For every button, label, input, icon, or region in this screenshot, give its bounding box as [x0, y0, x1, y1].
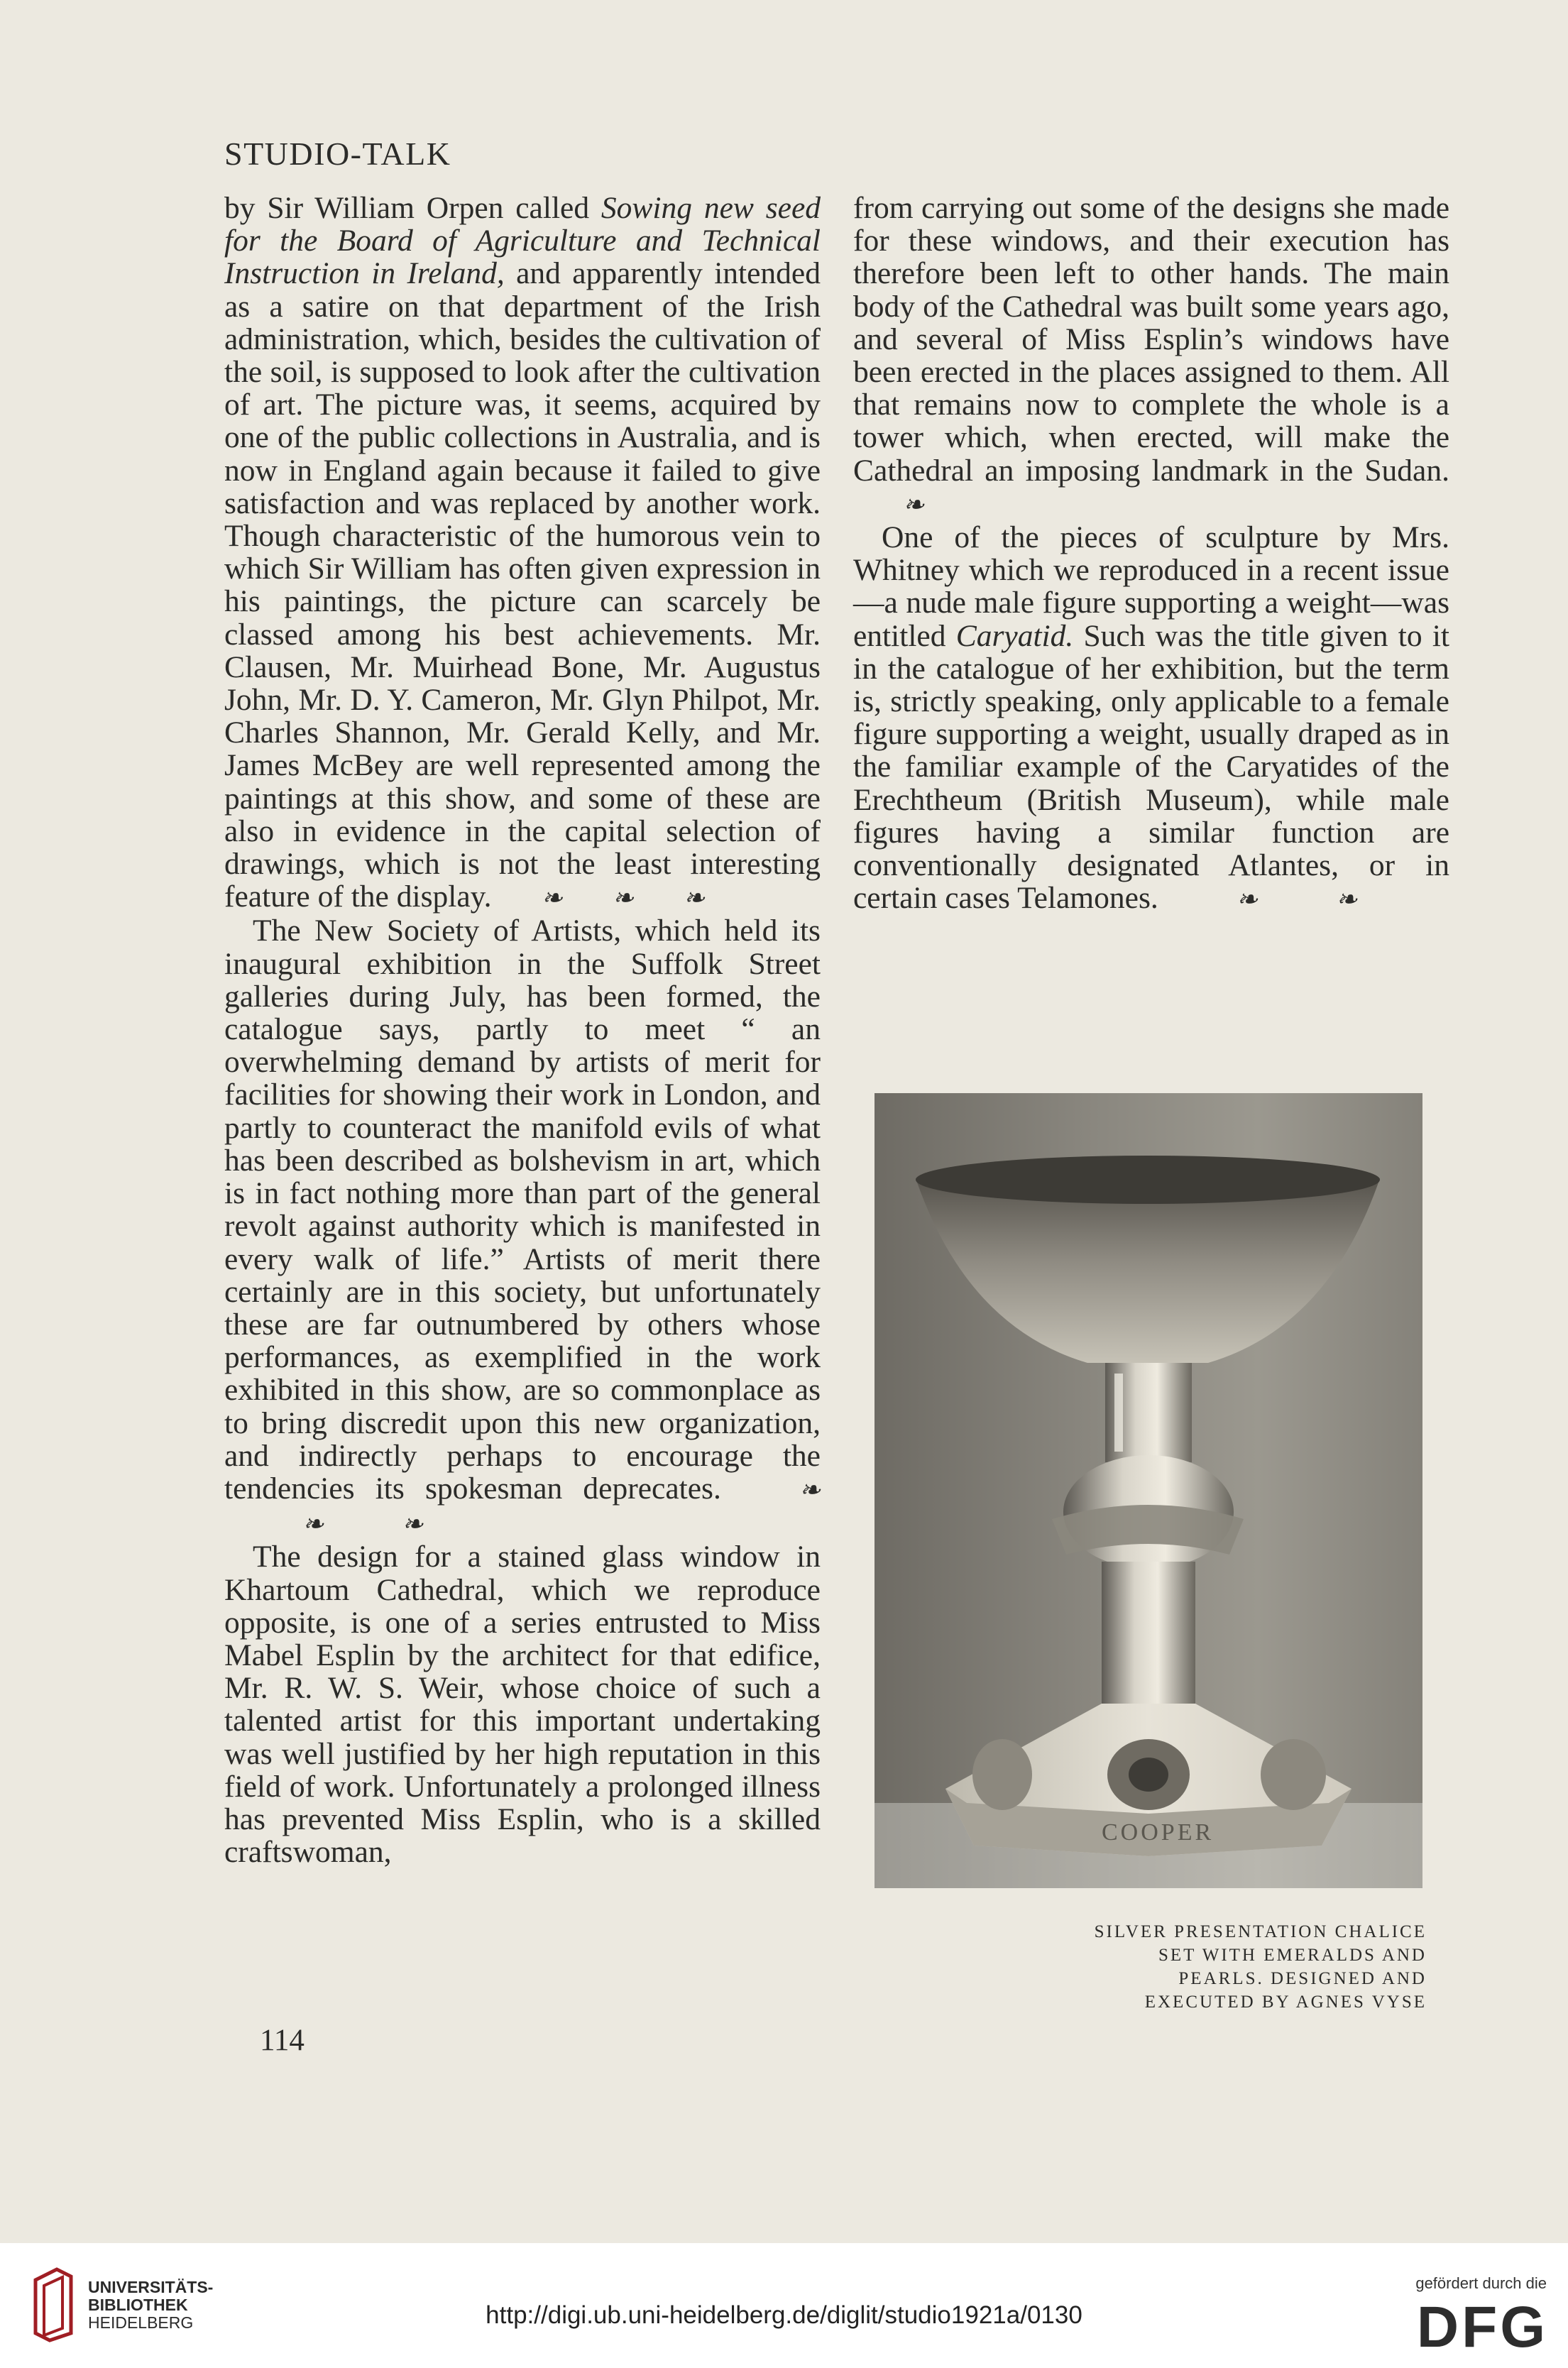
- library-name-line: HEIDELBERG: [88, 2313, 194, 2332]
- funding-note: gefördert durch die: [1415, 2274, 1547, 2292]
- paragraph-caryatid: One of the pieces of sculpture by Mrs. Whitney which we reproduced in a recent issue—a nude male figure supporting a weight—was entitled Caryatid. Such was the title given to it in the catalogue of her exhibition, but the term is, strictly speaking, only applicable to a female figure supporting a weight, usually draped as in the familiar example of the Caryatides of the Erechtheum (British Museum), while male figures having a similar function are conventionally designated Atlantes, or in certain cases Telamones. ❧ ❧: [853, 520, 1449, 916]
- leaf-ornament-icon: ❧: [402, 1510, 424, 1539]
- chalice-photograph: [875, 1093, 1422, 1888]
- caption-line: SET WITH EMERALDS AND: [1158, 1946, 1427, 1965]
- caption-line: PEARLS. DESIGNED AND: [1178, 1969, 1427, 1988]
- paragraph-new-society: The New Society of Artists, which held its inaugural exhibition in the Suffolk Street galleries during July, has been formed, the catalogue says, partly to meet “ an overwhelming demand by artists of merit for facilities for showing their work in London, and partly to counteract the manifold evils of what has been described as bolshevism in art, which is in fact nothing more than part of the general revolt against authority which is manifested in every walk of life.” Artists of merit there certainly are in this society, but unfortunately these are far outnumbered by others whose performances, as exemplified in the work exhibited in this show, are so commonplace as to bring discredit upon this new organization, and indirectly perhaps to encourage the tendencies its spokesman deprecates. ❧❧ ❧: [224, 914, 821, 1540]
- caption-line: SILVER PRESENTATION CHALICE: [1094, 1922, 1427, 1941]
- source-url[interactable]: http://digi.ub.uni-heidelberg.de/diglit/studio1921a/0130: [486, 2301, 1082, 2329]
- leaf-ornament-icon: ❧: [1335, 885, 1358, 914]
- plate-caption: [1065, 1920, 1427, 2014]
- leaf-ornament-icon: ❧: [612, 884, 634, 913]
- left-column: [224, 192, 821, 1868]
- caption-line: EXECUTED BY AGNES VYSE: [1144, 1992, 1427, 2012]
- library-name-line: BIBLIOTHEK: [88, 2296, 188, 2314]
- leaf-ornament-icon: ❧: [903, 490, 925, 519]
- dfg-logo: DFG: [1416, 2295, 1548, 2359]
- leaf-ornament-icon: ❧: [1236, 885, 1258, 914]
- chalice-illustration: [875, 1093, 1422, 1888]
- leaf-ornament-icon: ❧: [541, 884, 563, 913]
- digitization-footer: [0, 2243, 1568, 2368]
- leaf-ornament-icon: ❧: [799, 1475, 821, 1504]
- running-head: STUDIO-TALK: [224, 136, 451, 172]
- leaf-ornament-icon: ❧: [302, 1510, 324, 1539]
- page-number: 114: [260, 2024, 305, 2057]
- paragraph-orpen: by Sir William Orpen called Sowing new seed for the Board of Agriculture and Technical Instruction in Ireland, and apparently intended as a satire on that department of the Irish administration, which, besides the cultivation of the soil, is supposed to look after the cultivation of art. The picture was, it seems, acquired by one of the public collections in Australia, and is now in England again because it failed to give satisfaction and was replaced by another work. Though characteristic of the humorous vein to which Sir William has often given expression in his paintings, the picture can scarcely be classed among his best achievements. Mr. Clausen, Mr. Muirhead Bone, Mr. Augustus John, Mr. D. Y. Cameron, Mr. Glyn Philpot, Mr. Charles Shannon, Mr. Gerald Kelly, and Mr. James McBey are well represented among the paintings at this show, and some of these are also in evidence in the capital selection of drawings, which is not the least interesting feature of the display. ❧ ❧ ❧: [224, 191, 821, 914]
- chalice-inscription: COOPER: [1102, 1819, 1215, 1846]
- paragraph-khartoum: The design for a stained glass window in Khartoum Cathedral, which we reproduce opposite, is one of a series entrusted to Miss Mabel Esplin by the architect for that edifice, Mr. R. W. S. Weir, whose choice of such a talented artist for this important undertaking was well justified by her high reputation in this field of work. Unfortunately a prolonged illness has prevented Miss Esplin, who is a skilled craftswoman,: [224, 1540, 821, 1870]
- right-column: [853, 192, 1449, 916]
- paragraph-cathedral: from carrying out some of the designs she made for these windows, and their execution has therefore been left to other hands. The main body of the Cathedral was built some years ago, and several of Miss Esplin’s windows have been erected in the places assigned to them. All that remains now to complete the whole is a tower which, when erected, will make the Cathedral an imposing landmark in the Sudan.❧: [853, 192, 1449, 521]
- leaf-ornament-icon: ❧: [683, 884, 705, 913]
- library-name-line: UNIVERSITÄTS-: [88, 2278, 214, 2296]
